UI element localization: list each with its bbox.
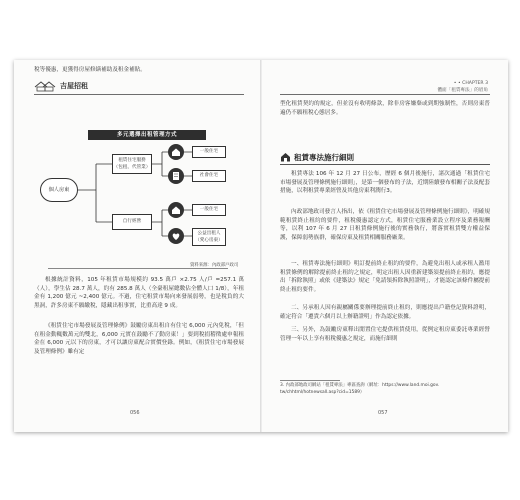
right-paragraph-3: 一、租賃專法施行細則》明訂提前終止租約的要件，為避免出租人或承租人濫用租賃條例的解除提前終止租約之規定，明定出租人因重新建築須提前終止租約，應提出「拆除執照」或依《建築法》規定「免請領拆除執照證明」，才能認定該條件屬提前終止租約要件。 <box>280 261 490 293</box>
right-paragraph-2: 內政部地政司發言人指出，依《租賃住宅市場發展及管理條例施行細則》，明確規範租賃終止租約的要件，租稅優惠認定方式，租賃住宅服務業設立程序及業務報酬等，以利 107 年 6 月 27 日租賃條例施行後的實務執行，將落實租賃雙方權益保護，保障弱勢族群，確保房東及租賃相關服務廠業。 <box>280 209 490 241</box>
diagram-leaf-public-landlord <box>192 228 226 246</box>
right-paragraph-5: 三、另外，為鼓勵房東釋出閒置住宅提供租賃使用，從例定租房東委託專業經營管理一年以上享有租稅優惠之規定，而施行細則 <box>280 327 490 342</box>
right-top-text: 型化租賃契約的規定，但並沒有收明條款，除非房客嫌棄或到期強制性，否則房東普遍仍不願租稅心態居多。 <box>280 101 490 116</box>
right-page <box>262 60 508 432</box>
left-top-text: 稅等優惠，更獲得房屋修繕補助及租金補貼。 <box>34 67 146 73</box>
page-number-right: 057 <box>378 410 388 416</box>
left-paragraph-1: 根據統計資料，105 年租賃市場規模約 93.5 萬戶 ×2.75 人/戶 =257.1 萬（人），學生佔 28.7 萬人，約有 285.8 萬人（全臺租屋總數佔全體人口 1/8），年租金有 1,200 億元 ~2,400 億元。不過，住宅租賃市場向來發展弱勢，也是稅負的大黑洞，許多房東不願繳稅，隱藏出租事實，比重高達 9 成。 <box>34 277 244 309</box>
footnote-line1: 3. 內政部地政司網站「租賃專法」專區查詢（網址：https://www.land.moi.gov. <box>280 383 440 388</box>
diagram-leaf-general-housing-2 <box>192 204 226 216</box>
footnote-line2: tw/chhtml/hotnewsall.asp?cid=1589） <box>280 389 365 395</box>
leaf4-line1: 公益出租人 <box>197 231 221 236</box>
diagram-source: 資料來源：內政部戶政司 <box>190 263 239 268</box>
left-page <box>14 60 260 432</box>
house-logo-icon <box>34 80 56 92</box>
leaf2-label: 社會住宅 <box>199 173 219 178</box>
footnote-rule <box>280 380 340 381</box>
section-rule <box>280 164 490 165</box>
diagram-leaf-general-housing <box>192 146 226 158</box>
leaf4-line2: （愛心房東） <box>195 237 223 243</box>
left-paragraph-2: 《租賃住宅市場發展及管理條例》鼓勵房東出租自有住宅 6,000 元內免稅，「但在租金動輒數萬元的雙北，6,000 元實在鼓勵不了動房東！」要到稅捐稽徵處申報租金在 6,000 元以下的房東，才可以讓房東配合實價登錄。例如，《租賃住宅市場發展及管理條例》雖有定 <box>34 323 244 355</box>
chapter-line2: 體面「租賃專法」的眉角 <box>437 88 488 93</box>
branch2-label: 自行經營 <box>122 219 142 224</box>
page-number-left: 056 <box>130 410 140 416</box>
diagram-divider <box>48 268 228 269</box>
branch1-line1: 租賃住宅服務 <box>118 158 146 163</box>
leaf3-label: 一般住宅 <box>199 207 219 212</box>
book-spread <box>14 60 508 432</box>
leaf1-label: 一般住宅 <box>199 149 219 154</box>
diagram-branch-self-managed <box>112 214 152 230</box>
chapter-line1: • • CHAPTER 3 <box>453 81 488 86</box>
right-paragraph-4: 二、另承租人因有親屬關係要辦理提前終止租約，則應提出戶籍登記資料證明，確定符合「遷貴六個月以上辦籍證明」作為認定依據。 <box>280 305 490 320</box>
footnote <box>280 383 494 396</box>
section-title: 租賃專法施行細則 <box>294 153 354 162</box>
diagram-title: 多元選擇出租管理方式 <box>88 130 206 140</box>
branch1-line2: （包租、代管業） <box>113 164 151 170</box>
diagram-branch-rental-service <box>112 154 152 174</box>
diagram-leaf-social-housing <box>192 170 226 182</box>
chapter-header <box>437 80 488 94</box>
header-rule <box>34 94 244 95</box>
heart-house-icon <box>168 228 184 244</box>
diagram-root-label: 個人房東 <box>48 187 70 193</box>
book-brand: 吉屋招租 <box>60 81 88 90</box>
house-section-icon <box>280 152 291 162</box>
house-icon <box>168 202 184 218</box>
header-rule-right <box>280 94 490 95</box>
right-paragraph-1: 租賃專法 106 年 12 月 27 日公布，歷經 6 個月後施行，諸次通過「租賃住宅市場發展及管理條例施行細則」，是第一個發布的子法，近期陸續發布相關子法及配套措施，以利租賃專業經營及其他房東利潤行3。 <box>280 171 490 195</box>
diagram-root-node <box>40 178 78 202</box>
building-icon <box>168 168 184 184</box>
house-icon <box>168 144 184 160</box>
